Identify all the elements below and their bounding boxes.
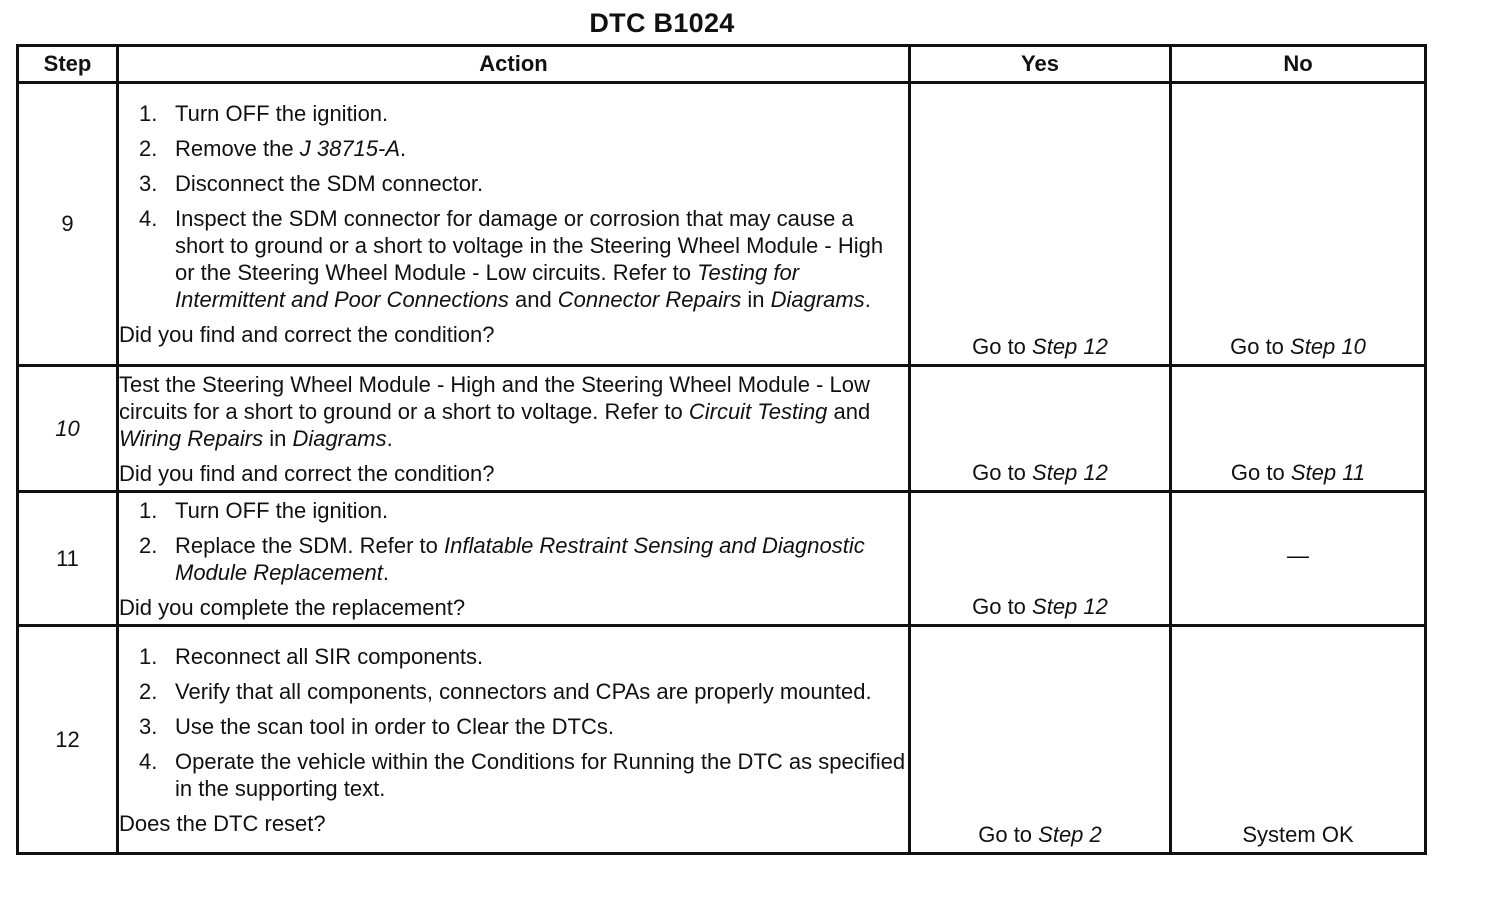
procedure-reference: Inflatable Restraint Sensing and Diagnostic Module Replacement	[175, 532, 865, 585]
action-cell	[118, 366, 910, 492]
no-result: System OK	[1242, 822, 1354, 847]
yes-result: Go to Step 12	[972, 594, 1108, 619]
table-row-step-12	[18, 626, 1426, 854]
list-item: 2. Remove the J 38715-A.	[139, 136, 407, 161]
step-link: Step 12	[1032, 460, 1108, 485]
list-item: 3. Disconnect the SDM connector.	[139, 171, 484, 196]
action-list	[119, 100, 908, 313]
step-link: Step 10	[1290, 334, 1366, 359]
yes-cell	[910, 492, 1171, 626]
step-number: 10	[18, 366, 118, 492]
procedure-reference: Connector Repairs	[557, 287, 742, 312]
list-item: 2. Verify that all components, connectors and CPAs are properly mounted.	[139, 678, 872, 704]
list-item: 4. Operate the vehicle within the Conditions for Running the DTC as specified in the supporting text.	[139, 748, 906, 801]
step-number: 11	[18, 492, 118, 626]
step-link: Step 11	[1290, 460, 1366, 485]
action-cell	[118, 626, 910, 854]
action-list	[119, 497, 908, 586]
question-text: Does the DTC reset?	[119, 810, 326, 836]
yes-cell	[910, 626, 1171, 854]
section-reference: Diagrams	[770, 287, 865, 312]
step-link: Step 12	[1032, 334, 1108, 359]
tool-reference: J 38715-A	[299, 136, 401, 161]
step-link: Step 2	[1038, 822, 1102, 847]
table-row-step-10	[18, 366, 1426, 492]
list-item: 2. Replace the SDM. Refer to Inflatable Restraint Sensing and Diagnostic Module Replacement.	[139, 532, 865, 585]
header-row	[18, 46, 1426, 83]
no-result-dash: —	[1287, 542, 1309, 568]
yes-cell	[910, 83, 1171, 366]
list-item: 3. Use the scan tool in order to Clear the DTCs.	[139, 713, 614, 739]
list-item: 1. Turn OFF the ignition.	[139, 101, 389, 126]
table-row-step-11	[18, 492, 1426, 626]
procedure-reference: Circuit Testing	[688, 398, 828, 424]
step-number: 9	[18, 83, 118, 366]
action-cell	[118, 492, 910, 626]
yes-result: Go to Step 12	[972, 460, 1108, 485]
no-cell	[1171, 626, 1426, 854]
no-cell	[1171, 366, 1426, 492]
procedure-reference: Testing for Intermittent and Poor Connections	[175, 260, 800, 312]
action-paragraph: Test the Steering Wheel Module - High and the Steering Wheel Module - Low circuits for a short to ground or a short to voltage. Refer to Circuit Testing and Wiring Repairs in Diagrams.	[119, 371, 871, 451]
no-result: Go to Step 11	[1230, 460, 1366, 485]
yes-result: Go to Step 12	[972, 334, 1108, 359]
header-no: No	[1171, 46, 1426, 83]
header-yes: Yes	[910, 46, 1171, 83]
question-text: Did you complete the replacement?	[119, 594, 466, 620]
table-row-step-9	[18, 83, 1426, 366]
yes-result: Go to Step 2	[978, 822, 1102, 847]
no-result: Go to Step 10	[1230, 334, 1366, 359]
no-cell	[1171, 492, 1426, 626]
no-cell	[1171, 83, 1426, 366]
header-action: Action	[118, 46, 910, 83]
page-title: DTC B1024	[589, 8, 735, 38]
section-reference: Diagrams	[292, 425, 387, 451]
header-step: Step	[18, 46, 118, 83]
diagnostic-table	[16, 44, 1427, 855]
action-cell	[118, 83, 910, 366]
list-item: 4. Inspect the SDM connector for damage or corrosion that may cause a short to ground or a short to voltage in the Steering Wheel Module - High or the Steering Wheel Module - Low circuits. Refer to Testing for Intermittent and Poor Connections and Connector Repairs in Diagrams.	[139, 206, 884, 312]
step-number: 12	[18, 626, 118, 854]
procedure-reference: Wiring Repairs	[119, 425, 264, 451]
action-list	[119, 643, 908, 802]
list-item: 1. Turn OFF the ignition.	[139, 497, 389, 523]
question-text: Did you find and correct the condition?	[119, 460, 495, 486]
list-item: 1. Reconnect all SIR components.	[139, 643, 484, 669]
question-text: Did you find and correct the condition?	[119, 322, 495, 347]
step-link: Step 12	[1032, 594, 1108, 619]
yes-cell	[910, 366, 1171, 492]
